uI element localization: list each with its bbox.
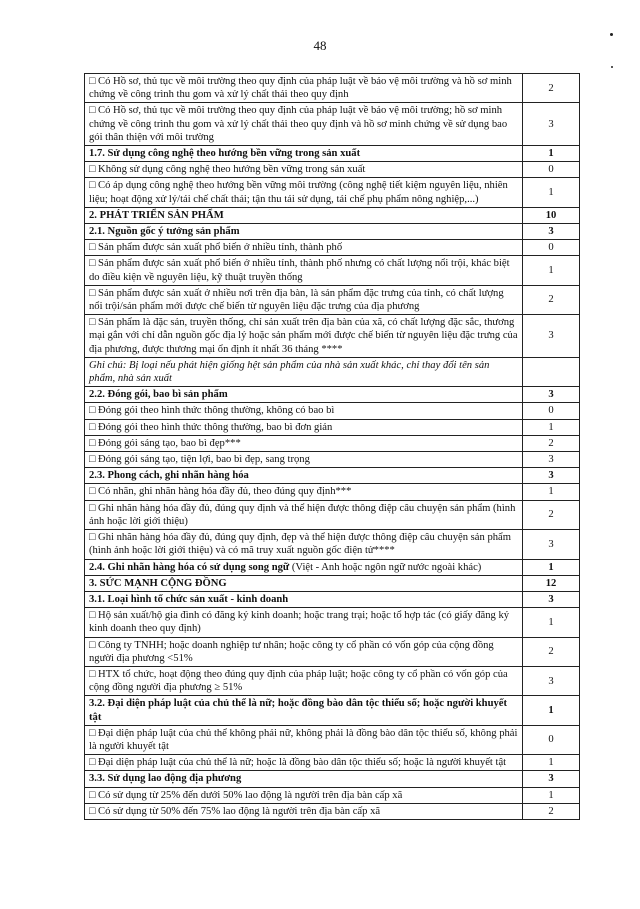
criteria-row-subsection	[85, 146, 580, 162]
criteria-row-option	[85, 484, 580, 500]
criteria-score: 2	[523, 74, 580, 103]
criteria-row-option	[85, 103, 580, 146]
criteria-text-cell	[85, 608, 523, 637]
criteria-text-cell	[85, 224, 523, 240]
criteria-text-cell	[85, 591, 523, 607]
criteria-row-subsection	[85, 224, 580, 240]
criteria-text-cell	[85, 178, 523, 207]
criteria-text-cell	[85, 484, 523, 500]
criteria-score: 1	[523, 559, 580, 575]
criteria-text: Ghi chú: Bị loại nếu phát hiện giống hệt sản phẩm của nhà sản xuất khác, chỉ thay đổi tên sản phẩm, nhà sản xuất	[89, 359, 490, 385]
criteria-row-option	[85, 803, 580, 819]
criteria-text: □ Đóng gói theo hình thức thông thường, bao bì đơn giản	[89, 421, 333, 433]
criteria-text-cell	[85, 387, 523, 403]
criteria-row-option	[85, 403, 580, 419]
criteria-score: 1	[523, 146, 580, 162]
criteria-score: 1	[523, 419, 580, 435]
criteria-text-cell	[85, 787, 523, 803]
criteria-text-cell	[85, 530, 523, 559]
criteria-score: 1	[523, 484, 580, 500]
criteria-row-option	[85, 315, 580, 358]
criteria-text: □ Có nhãn, ghi nhãn hàng hóa đầy đủ, theo đúng quy định***	[89, 486, 352, 498]
criteria-row-option	[85, 285, 580, 314]
criteria-text-cell	[85, 74, 523, 103]
criteria-text-cell	[85, 771, 523, 787]
criteria-score: 2	[523, 285, 580, 314]
criteria-text-cell	[85, 403, 523, 419]
criteria-score: 1	[523, 787, 580, 803]
criteria-row-option	[85, 755, 580, 771]
criteria-row-option	[85, 178, 580, 207]
criteria-score: 1	[523, 608, 580, 637]
criteria-score: 0	[523, 725, 580, 754]
criteria-text-cell	[85, 500, 523, 529]
criteria-text-cell	[85, 637, 523, 666]
criteria-text-cell	[85, 285, 523, 314]
criteria-text: □ Công ty TNHH; hoặc doanh nghiệp tư nhân; hoặc công ty cổ phần có vốn góp của cộng đồng người địa phương <51%	[89, 639, 494, 664]
criteria-text: □ Có Hồ sơ, thủ tục về môi trường theo quy định của pháp luật về bảo vệ môi trường; hồ sơ minh chứng về công trình thu gom và xử lý chất thải theo quy định và hồ sơ minh chứng về sử dụng bao gói thân thiện với môi trường	[89, 105, 508, 143]
criteria-row-subsection	[85, 468, 580, 484]
criteria-score: 3	[523, 666, 580, 695]
criteria-text: 3. SỨC MẠNH CỘNG ĐỒNG	[89, 577, 227, 589]
criteria-text: 2.4. Ghi nhãn hàng hóa có sử dụng song ngữ	[89, 561, 290, 573]
criteria-text-cell	[85, 559, 523, 575]
criteria-text-cell	[85, 452, 523, 468]
criteria-text-cell	[85, 240, 523, 256]
criteria-score: 3	[523, 315, 580, 358]
criteria-score: 3	[523, 771, 580, 787]
criteria-text: □ Sản phẩm là đặc sản, truyền thống, chỉ sản xuất trên địa bàn của xã, có chất lượng đặc sắc, thương mại gắn với chỉ dẫn nguồn gốc địa lý hoặc sản phẩm mới được chế biến từ nguyên liệu đặc trưng của địa phương, được thương mại ổn định ít nhất 36 tháng ****	[89, 317, 518, 355]
criteria-table-body	[85, 74, 580, 820]
criteria-text-cell	[85, 357, 523, 386]
criteria-score: 0	[523, 240, 580, 256]
criteria-score: 3	[523, 468, 580, 484]
criteria-text: □ Hộ sản xuất/hộ gia đình có đăng ký kinh doanh; hoặc trang trại; hoặc tổ hợp tác (có giấy đăng ký kinh doanh theo quy định)	[89, 610, 510, 635]
criteria-score: 1	[523, 178, 580, 207]
criteria-text-cell	[85, 696, 523, 725]
criteria-row-option	[85, 500, 580, 529]
criteria-row-option	[85, 74, 580, 103]
criteria-score: 3	[523, 452, 580, 468]
criteria-row-note	[85, 357, 580, 386]
criteria-row-option	[85, 530, 580, 559]
criteria-row-option	[85, 162, 580, 178]
criteria-text-cell	[85, 803, 523, 819]
criteria-row-option	[85, 256, 580, 285]
criteria-score: 0	[523, 403, 580, 419]
criteria-text: □ Không sử dụng công nghệ theo hướng bền vững trong sản xuất	[89, 164, 366, 176]
page-number: 48	[313, 38, 327, 53]
criteria-text: 1.7. Sử dụng công nghệ theo hướng bền vững trong sản xuất	[89, 148, 361, 160]
criteria-row-option	[85, 452, 580, 468]
criteria-text: 2.2. Đóng gói, bao bì sản phẩm	[89, 389, 228, 401]
criteria-score: 0	[523, 162, 580, 178]
criteria-text-cell	[85, 162, 523, 178]
criteria-text: □ Sản phẩm được sản xuất phổ biến ở nhiều tỉnh, thành phố nhưng có chất lượng nổi trội, khác biệt do điều kiện về nguyên liệu, kỹ thuật truyền thống	[89, 258, 510, 283]
criteria-table	[84, 73, 580, 820]
criteria-text: 3.1. Loại hình tổ chức sản xuất - kinh doanh	[89, 593, 289, 605]
criteria-score: 2	[523, 500, 580, 529]
criteria-text-cell	[85, 207, 523, 223]
criteria-text: □ Đóng gói sáng tạo, bao bì đẹp***	[89, 437, 241, 449]
criteria-text: □ Có sử dụng từ 25% đến dưới 50% lao động là người trên địa bàn cấp xã	[89, 789, 403, 801]
criteria-score: 3	[523, 530, 580, 559]
criteria-text: □ Có sử dụng từ 50% đến 75% lao động là người trên địa bàn cấp xã	[89, 805, 381, 817]
criteria-row-option	[85, 608, 580, 637]
criteria-text: □ Sản phẩm được sản xuất ở nhiều nơi trên địa bàn, là sản phẩm đặc trưng của tỉnh, có chất lượng nổi trội/sản phẩm mới được chế biến từ nguyên liệu đặc trưng của địa phương	[89, 287, 504, 313]
criteria-score: 1	[523, 256, 580, 285]
criteria-text: 3.3. Sử dụng lao động địa phương	[89, 773, 242, 785]
criteria-score: 10	[523, 207, 580, 223]
criteria-score: 1	[523, 755, 580, 771]
criteria-score	[523, 357, 580, 386]
criteria-text: □ Có áp dụng công nghệ theo hướng bền vững môi trường (công nghệ tiết kiệm nguyên liệu, nhiên liệu; hoạt động xử lý/tái chế chất thải; tận thu tái sử dụng, tái chế phụ phẩm nông nghiệp,...)	[89, 180, 508, 205]
criteria-row-section	[85, 207, 580, 223]
criteria-score: 3	[523, 103, 580, 146]
criteria-text-cell	[85, 725, 523, 754]
criteria-text-extra: (Việt - Anh hoặc ngôn ngữ nước ngoài khác)	[289, 561, 482, 573]
criteria-score: 1	[523, 696, 580, 725]
criteria-row-option	[85, 787, 580, 803]
criteria-text-cell	[85, 575, 523, 591]
criteria-text: □ Đại diện pháp luật của chủ thể là nữ; hoặc là đồng bào dân tộc thiểu số; hoặc là người khuyết tật	[89, 757, 507, 769]
criteria-row-option	[85, 666, 580, 695]
criteria-text: □ Đóng gói theo hình thức thông thường, không có bao bì	[89, 405, 335, 417]
criteria-score: 3	[523, 387, 580, 403]
criteria-score: 2	[523, 435, 580, 451]
criteria-row-subsection	[85, 387, 580, 403]
criteria-row-section	[85, 575, 580, 591]
criteria-row-option	[85, 725, 580, 754]
criteria-text: 3.2. Đại diện pháp luật của chủ thể là nữ; hoặc đồng bào dân tộc thiểu số; hoặc người khuyết tật	[89, 698, 507, 723]
criteria-text: □ Ghi nhãn hàng hóa đầy đủ, đúng quy định và thể hiện được thông điệp câu chuyện sản phẩm (hình ảnh hoặc lời giới thiệu)	[89, 502, 516, 527]
criteria-text-cell	[85, 315, 523, 358]
criteria-text: □ Sản phẩm được sản xuất phổ biến ở nhiều tỉnh, thành phố	[89, 242, 343, 254]
criteria-text: □ Có Hồ sơ, thủ tục về môi trường theo quy định của pháp luật về bảo vệ môi trường và hồ sơ minh chứng về công trình thu gom và xử lý chất thải theo quy định	[89, 76, 512, 101]
criteria-row-subsection	[85, 696, 580, 725]
criteria-row-subsection	[85, 559, 580, 575]
criteria-row-option	[85, 240, 580, 256]
criteria-text-cell	[85, 435, 523, 451]
criteria-row-option	[85, 637, 580, 666]
criteria-score: 2	[523, 637, 580, 666]
criteria-score: 3	[523, 591, 580, 607]
criteria-score: 12	[523, 575, 580, 591]
criteria-text-cell	[85, 103, 523, 146]
criteria-text: 2.3. Phong cách, ghi nhãn hàng hóa	[89, 470, 249, 482]
criteria-score: 2	[523, 803, 580, 819]
criteria-text: □ Đóng gói sáng tạo, tiện lợi, bao bì đẹp, sang trọng	[89, 454, 310, 466]
criteria-row-subsection	[85, 591, 580, 607]
criteria-text-cell	[85, 468, 523, 484]
criteria-text: 2. PHÁT TRIỂN SẢN PHẨM	[89, 209, 224, 221]
scan-speck	[610, 33, 613, 36]
criteria-text-cell	[85, 419, 523, 435]
criteria-text-cell	[85, 755, 523, 771]
criteria-text-cell	[85, 146, 523, 162]
criteria-row-option	[85, 435, 580, 451]
criteria-score: 3	[523, 224, 580, 240]
criteria-row-option	[85, 419, 580, 435]
scan-speck	[611, 66, 613, 68]
criteria-text: □ Đại diện pháp luật của chủ thể không phải nữ, không phải là đồng bào dân tộc thiểu số, không phải là người khuyết tật	[89, 727, 518, 752]
criteria-text: □ HTX tổ chức, hoạt động theo đúng quy định của pháp luật; hoặc công ty cổ phần có vốn góp của cộng đồng người địa phương ≥ 51%	[89, 668, 508, 694]
criteria-text-cell	[85, 256, 523, 285]
criteria-text: □ Ghi nhãn hàng hóa đầy đủ, đúng quy định, đẹp và thể hiện được thông điệp câu chuyện sản phẩm (hình ảnh hoặc lời giới thiệu) và có mã truy xuất nguồn gốc điện tử****	[89, 532, 511, 557]
criteria-text: 2.1. Nguồn gốc ý tưởng sản phẩm	[89, 226, 240, 238]
criteria-row-subsection	[85, 771, 580, 787]
criteria-text-cell	[85, 666, 523, 695]
